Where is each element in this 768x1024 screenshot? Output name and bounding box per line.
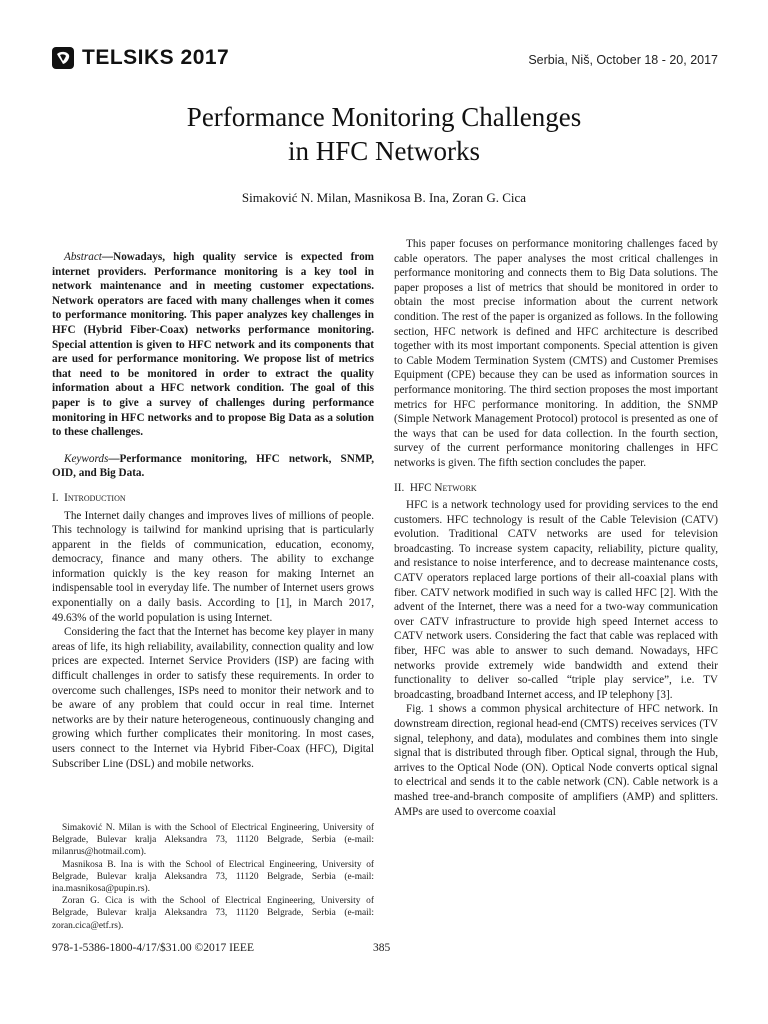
keywords xyxy=(52,452,374,481)
paper-title xyxy=(0,100,768,168)
paper-authors: Simaković N. Milan, Masnikosa B. Ina, Zoran G. Cica xyxy=(241,190,527,205)
section-number: II. xyxy=(394,481,405,494)
intro-paragraph-2: Considering the fact that the Internet has become key player in many areas of life, its high reliability, availability, connection quality and low prices are expected. Internet Service Providers (ISP) are facing with difficult challenges in order to satisfy these requirements. In order to overcome such challenges, ISPs need to monitor their network and to be aware of any problem that could occur in real time. Internet networks are by their nature heterogeneous, continuously changing and growing which further complicates their monitoring. In most cases, users connect to the Internet via Hybrid Fiber-Coax (HFC), Digital Subscriber Line (DSL) and mobile networks. xyxy=(52,626,374,770)
intro-paragraph-1: The Internet daily changes and improves lives of millions of people. This technology is tailwind for mankind uprising that is particularly apparent in the fields of communication, education, economy, democracy, finance and many others. The ability to exchange information quickly is the key reason for making Internet an indispensable tool in everyday life. The number of Internet users grows exponentially on a daily basis. According to [1], in March 2017, 49.63% of the world population is using Internet. xyxy=(52,509,374,624)
keywords-lead: Keywords xyxy=(64,452,109,465)
section-heading-introduction xyxy=(52,491,374,506)
abstract-text: —Nowadays, high quality service is expected from internet providers. Performance monitoring is a key tool in network maintenance and in meeting customer expectations. Network operators are faced with many challenges when it comes to performance monitoring. This paper analyzes key challenges in HFC (Hybrid Fiber-Coax) networks performance monitoring. Special attention is given to HFC network and its components that are used for performance monitoring. We propose list of metrics that need to be monitored in order to extract the quality information about a HFC network condition. The goal of this paper is to give a survey of challenges during performance monitoring in HFC networks and to propose Big Data as a solution to these challenges. xyxy=(52,251,374,439)
right-column xyxy=(394,237,718,819)
conference-brand xyxy=(52,46,229,70)
section-number: I. xyxy=(52,491,59,504)
conference-place-date: Serbia, Niš, October 18 - 20, 2017 xyxy=(528,53,718,67)
hfc-paragraph-1: HFC is a network technology used for providing services to the end customers. HFC technology is result of the Cable Television (CATV) evolution. Traditional CATV networks are used for television broadcasting. To increase system capacity, reliability, picture quality, and resistance to noise interference, and to decrease maintenance costs, CATV operators replaced large portions of their all-coaxial plans with fiber. CATV network modified in such way is called HFC [2]. With the advent of the Internet, there was a need for a two-way communication over CATV infrastructure to provide high speed Internet access to CATV network users. Considering the fact that cable was replaced with fiber, HFC was able to answer to such demand. Nowadays, HFC networks provide extremely wide bandwidth and extend their functionality to deliver so-called “triple play service”, i.e. TV broadcasting, broadband Internet access, and IP telephony [3]. xyxy=(394,499,718,701)
abstract-lead: Abstract xyxy=(64,251,102,263)
section-heading-hfc-network xyxy=(394,481,718,496)
copyright-line: 978-1-5386-1800-4/17/$31.00 ©2017 IEEE xyxy=(52,942,254,954)
section-title: HFC Network xyxy=(409,481,477,494)
author-footnotes xyxy=(52,822,374,932)
hfc-paragraph-2: Fig. 1 shows a common physical architecture of HFC network. In downstream direction, regional head-end (CMTS) receives services (TV signal, telephony, and data), modulates and combines them into single signal that is distributed through fiber. Optical signal, through the Hub, arrives to the Optical Node (ON). Optical Node converts optical signal to electrical and sends it to the cable network (CN). Cable network is a mashed tree-and-branch composite of amplifiers (AMP) and splitters. AMPs are used to overcome coaxial xyxy=(394,703,718,818)
abstract xyxy=(52,250,374,440)
paper-title-line-1: Performance Monitoring Challenges xyxy=(186,102,582,132)
footnote: Masnikosa B. Ina is with the School of Electrical Engineering, University of Belgrade, Bulevar kralja Aleksandra 73, 11120 Belgrade, Serbia (e-mail: ina.masnikosa@pupin.rs). xyxy=(52,859,374,895)
footnote: Simaković N. Milan is with the School of Electrical Engineering, University of Belgrade, Bulevar kralja Aleksandra 73, 11120 Belgrade, Serbia (e-mail: milanrus@hotmail.com). xyxy=(52,823,374,858)
page-number: 385 xyxy=(373,942,391,954)
footnote: Zoran G. Cica is with the School of Electrical Engineering, University of Belgrade, Bulevar kralja Aleksandra 73, 11120 Belgrade, Serbia (e-mail: zoran.cica@etf.rs). xyxy=(52,896,374,931)
telsiks-logo-icon xyxy=(52,47,74,69)
paper-title-line-2: in HFC Networks xyxy=(287,136,480,166)
section-title: Introduction xyxy=(64,491,126,504)
conference-header xyxy=(52,44,718,74)
conference-name: TELSIKS 2017 xyxy=(82,46,230,69)
intro-paragraph-3: This paper focuses on performance monitoring challenges faced by cable operators. The paper analyses the most critical challenges in performance monitoring and connects them to Big Data solutions. The paper proposes a list of metrics that should be monitored in order to obtain the most precise information about the current network condition. The rest of the paper is organized as follows. In the following section, HFC network is defined and HFC architecture is described together with its most important components. Special attention is given to Cable Modem Termination System (CMTS) and Customer Premises Equipment (CPE) because they can be used as information sources in performance monitoring. The third section proposes the most important metrics for HFC performance monitoring. In addition, the SNMP (Simple Network Management Protocol) protocol is presented as one of the ways that can be used for data collection. In the fourth section, survey of the current performance monitoring challenges in HFC networks is given. The fifth section concludes the paper. xyxy=(394,238,718,469)
left-column xyxy=(52,250,374,771)
keywords-text: —Performance monitoring, HFC network, SNMP, OID, and Big Data. xyxy=(52,452,374,480)
